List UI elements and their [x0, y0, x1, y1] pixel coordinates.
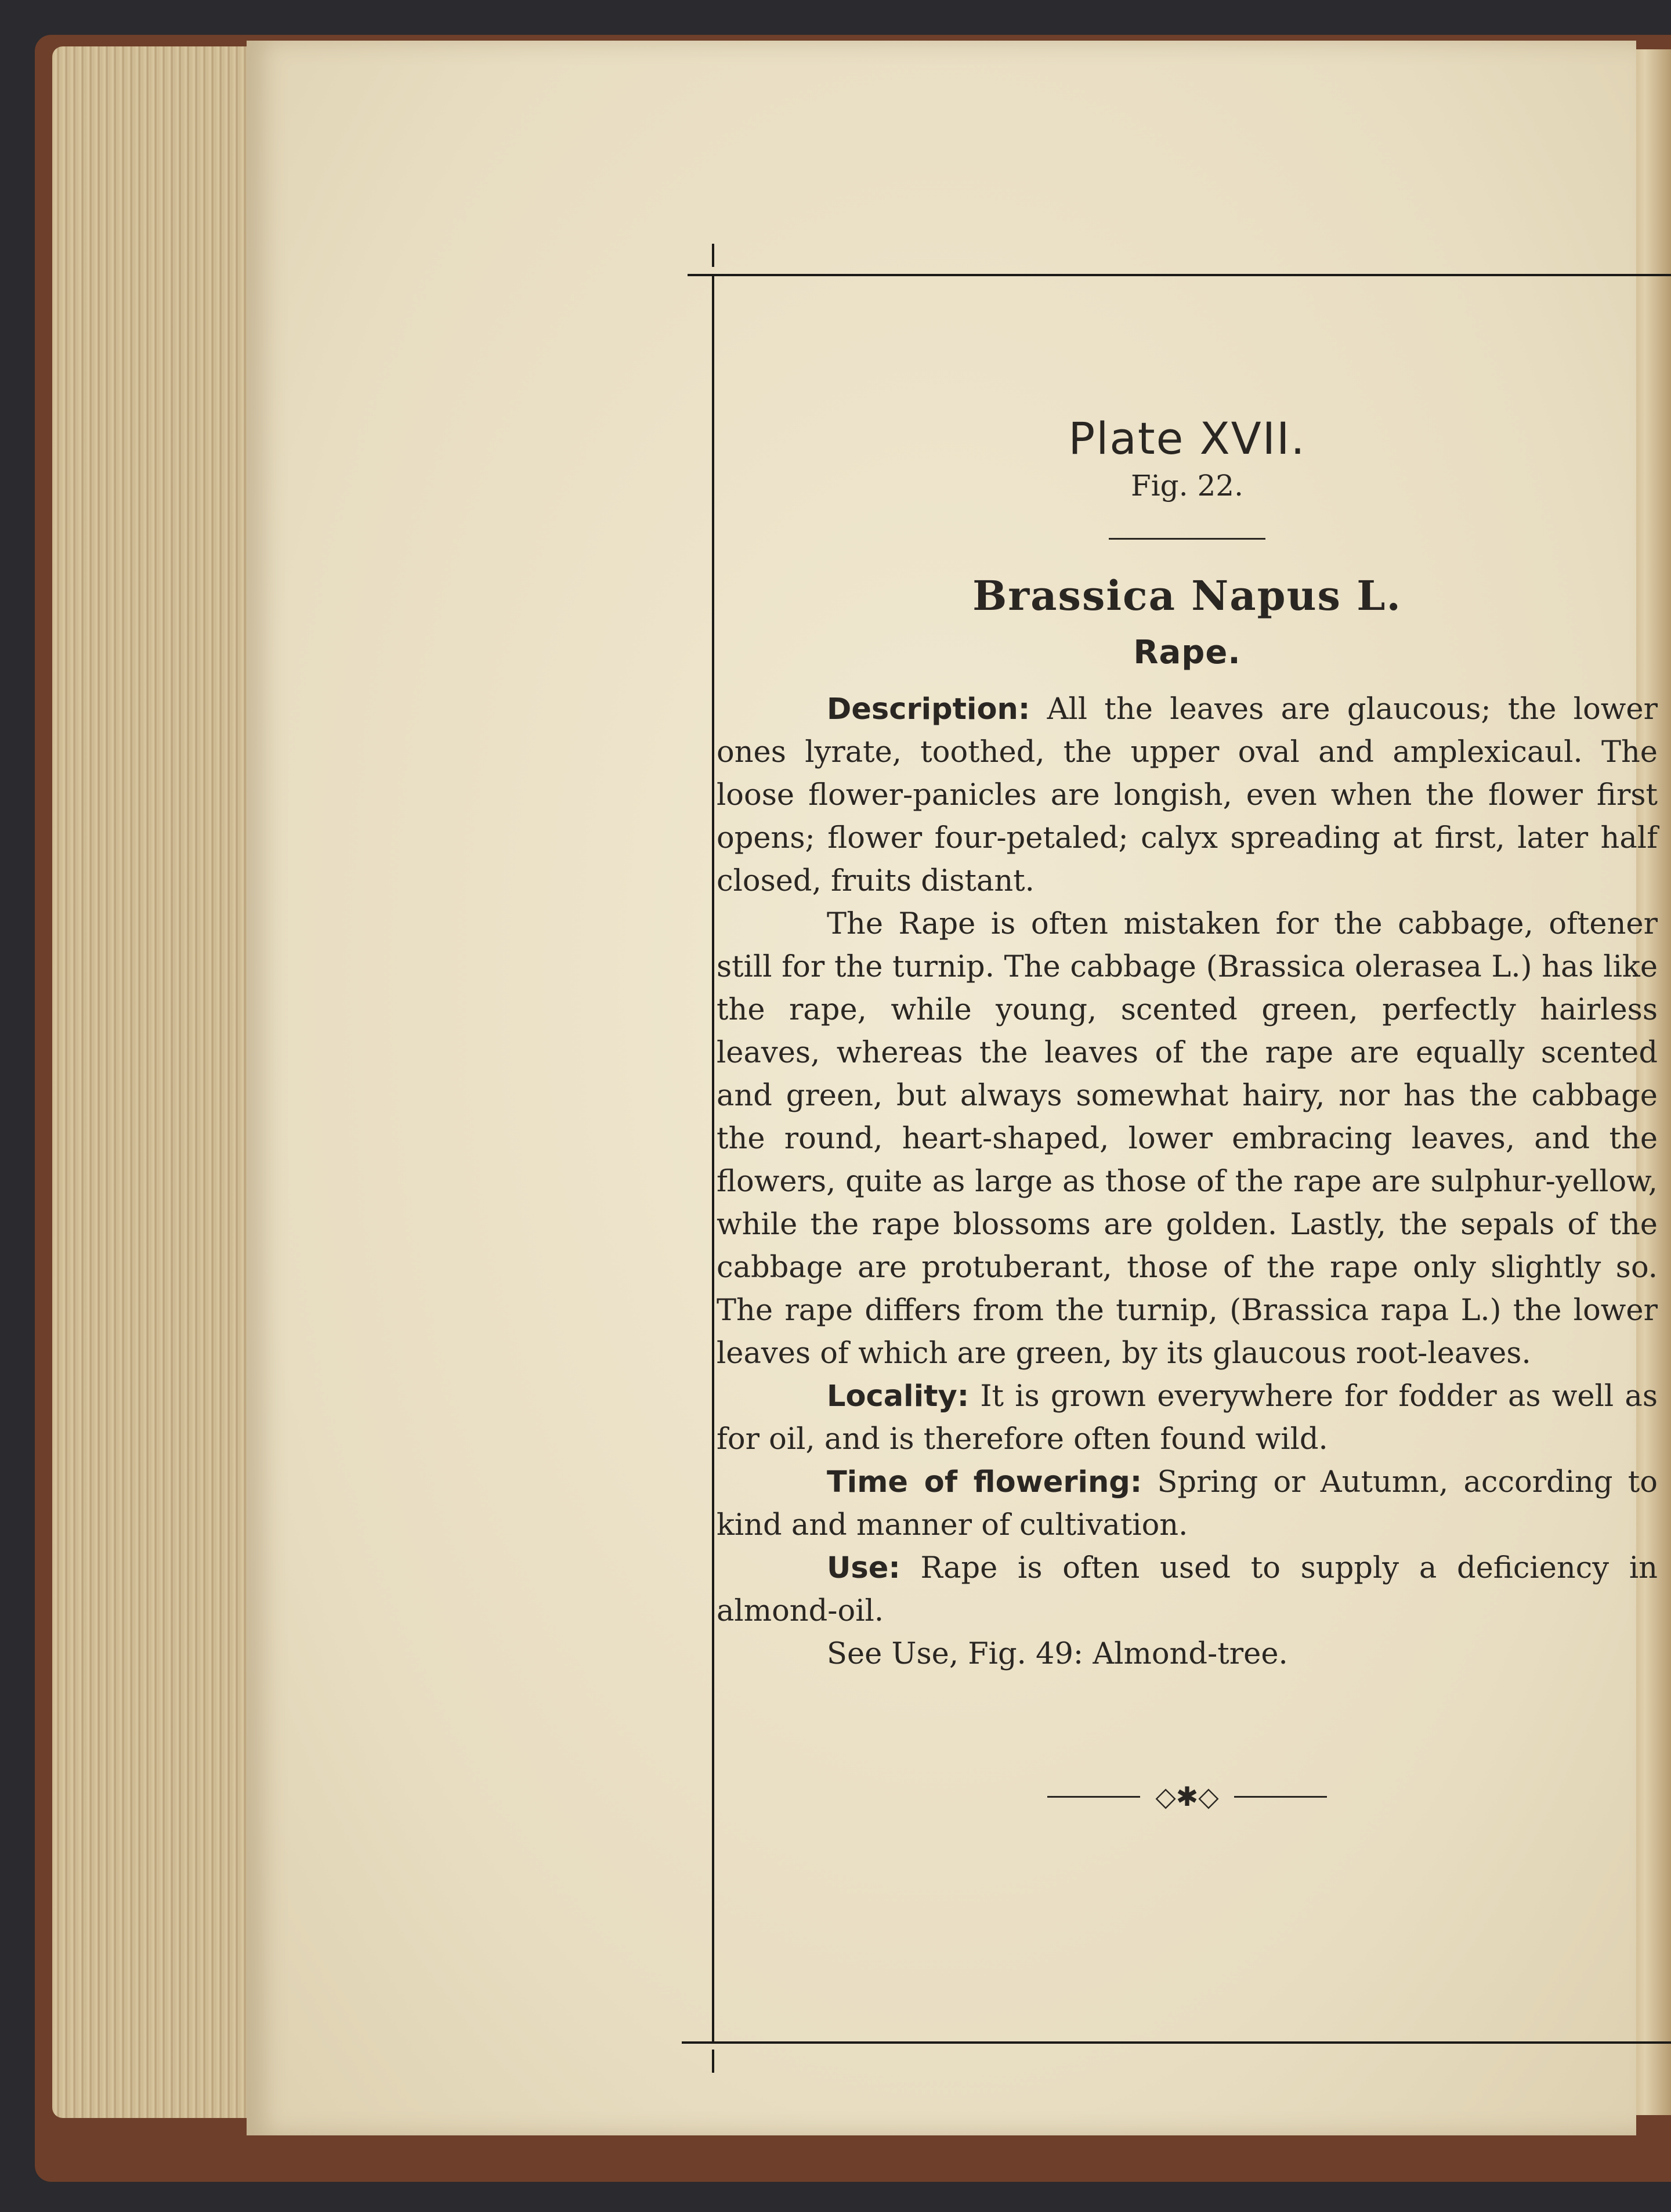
locality-paragraph: [717, 1375, 1658, 1461]
locality-label: Locality:: [827, 1379, 970, 1414]
locality-text: It is grown everywhere for fodder as well as for oil, and is therefore often found wild.: [717, 1379, 1658, 1457]
common-name: Rape.: [1133, 634, 1241, 672]
species-name: Brassica Napus L.: [972, 572, 1402, 620]
ornament-divider: [717, 1777, 1658, 1812]
ornament-line-left: [1047, 1796, 1140, 1798]
description-text: All the leaves are glaucous; the lower ones lyrate, toothed, the upper oval and amplexicaul. The loose flower-panicles are longish, even when the flower first opens; flower four-petaled; calyx spreading at first, later half closed, fruits distant.: [717, 692, 1658, 899]
frame-top-rule: [688, 274, 1671, 276]
figure-number: Fig. 22.: [1131, 469, 1243, 503]
frame-left-rule: [712, 276, 714, 2043]
flowering-paragraph: [717, 1461, 1658, 1547]
see-also-paragraph: See Use, Fig. 49: Almond-tree.: [827, 1637, 1288, 1672]
book-page: [247, 41, 1658, 2135]
title-divider: [1109, 538, 1265, 540]
ornament-line-right: [1234, 1796, 1327, 1798]
flowering-text: Spring or Autumn, according to kind and manner of cultivation.: [717, 1465, 1658, 1543]
ornament-icon: ◇✱◇: [1155, 1781, 1219, 1813]
use-paragraph: [717, 1547, 1658, 1633]
note-paragraph: The Rape is often mistaken for the cabbage, oftener still for the turnip. The cabbage (Brassica olerasea L.) has like the rape, while young, scented green, perfectly hairless leaves, whereas the leaves of the rape are equally scented and green, but always somewhat hairy, nor has the cabbage the round, heart-shaped, lower embracing leaves, and the flowers, quite as large as those of the rape are sulphur-yellow, while the rape blossoms are golden. Lastly, the sepals of the cabbage are protuberant, those of the rape only slightly so. The rape differs from the turnip, (Brassica rapa L.) the lower leaves of which are green, by its glaucous root-leaves.: [717, 907, 1658, 1371]
use-text: Rape is often used to supply a deficiency in almond-oil.: [717, 1551, 1658, 1629]
frame-tick: [712, 244, 714, 267]
plate-title: Plate XVII.: [1068, 413, 1306, 464]
frame-bottom-rule: [682, 2041, 1671, 2044]
text-body: [717, 688, 1658, 1676]
page-content: [717, 389, 1658, 1812]
description-paragraph: [717, 688, 1658, 903]
use-label: Use:: [827, 1551, 900, 1586]
description-label: Description:: [827, 692, 1030, 727]
frame-tick: [712, 2050, 714, 2073]
page-edges-left: [52, 46, 273, 2118]
flowering-label: Time of flowering:: [827, 1465, 1142, 1500]
